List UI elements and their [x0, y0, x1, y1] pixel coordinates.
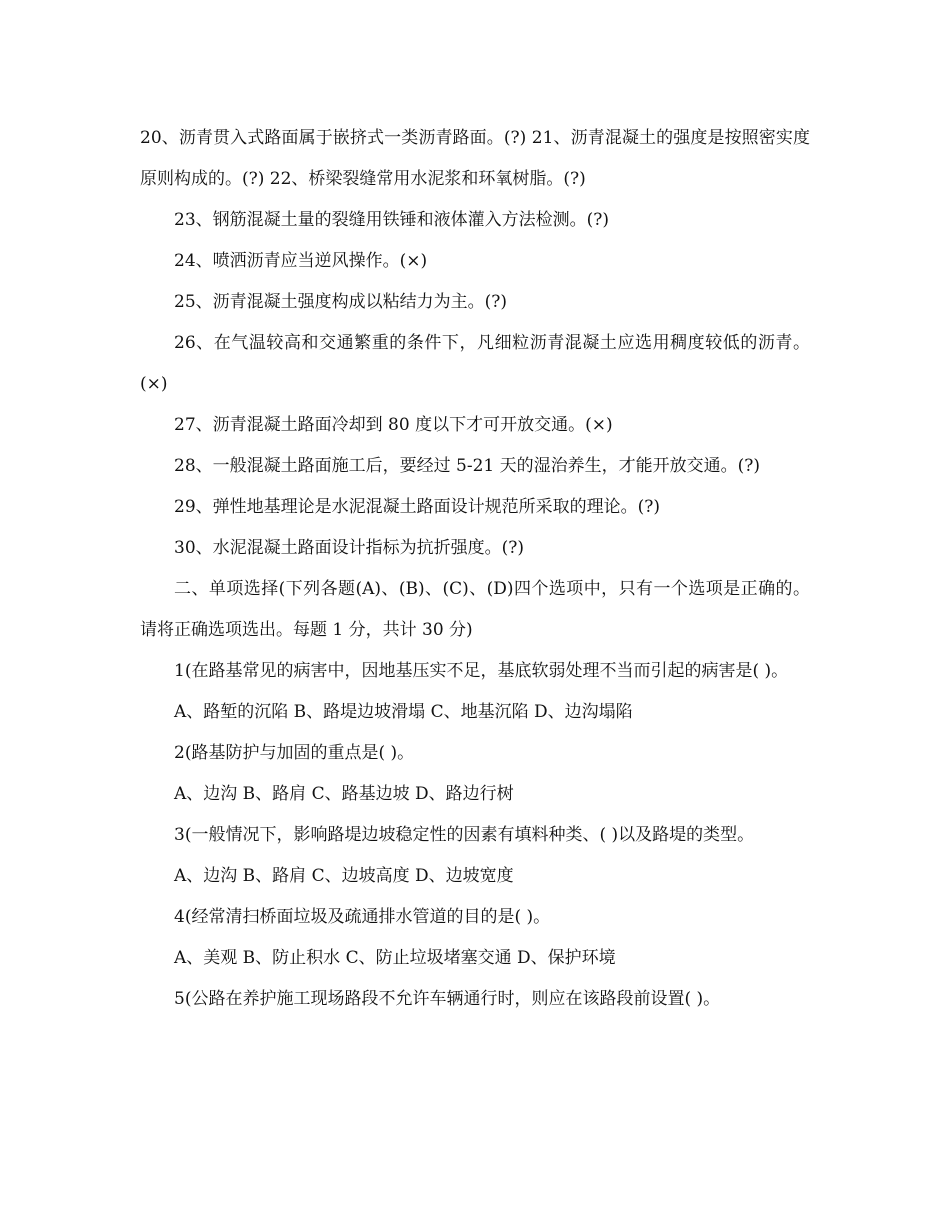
document-body [140, 118, 810, 1020]
question-3-options: A、边沟 B、路肩 C、边坡高度 D、边坡宽度 [174, 866, 514, 886]
question-2: 2(路基防护与加固的重点是( )。 [174, 743, 415, 763]
paragraph-q30: 30、水泥混凝土路面设计指标为抗折强度。(?) [174, 538, 525, 558]
paragraph-q24: 24、喷洒沥青应当逆风操作。(×) [174, 251, 428, 271]
question-2-options: A、边沟 B、路肩 C、路基边坡 D、路边行树 [174, 784, 514, 804]
paragraph-q26: 26、在气温较高和交通繁重的条件下，凡细粒沥青混凝土应选用稠度较低的沥青。(×) [140, 333, 810, 394]
question-1: 1(在路基常见的病害中，因地基压实不足，基底软弱处理不当而引起的病害是( )。 [174, 661, 789, 681]
paragraph-q27: 27、沥青混凝土路面冷却到 80 度以下才可开放交通。(×) [174, 415, 613, 435]
question-1-options: A、路堑的沉陷 B、路堤边坡滑塌 C、地基沉陷 D、边沟塌陷 [174, 702, 633, 722]
paragraph-q25: 25、沥青混凝土强度构成以粘结力为主。(?) [174, 292, 508, 312]
paragraph-q20-22: 20、沥青贯入式路面属于嵌挤式一类沥青路面。(?) 21、沥青混凝土的强度是按照密实度原则构成的。(?) 22、桥梁裂缝常用水泥浆和环氧树脂。(?) [140, 128, 810, 189]
paragraph-q29: 29、弹性地基理论是水泥混凝土路面设计规范所采取的理论。(?) [174, 497, 661, 517]
section-heading-single-choice: 二、单项选择(下列各题(A)、(B)、(C)、(D)四个选项中，只有一个选项是正确的。请将正确选项选出。每题 1 分，共计 30 分) [140, 579, 810, 640]
question-4-options: A、美观 B、防止积水 C、防止垃圾堵塞交通 D、保护环境 [174, 948, 616, 968]
paragraph-q23: 23、钢筋混凝土量的裂缝用铁锤和液体灌入方法检测。(?) [174, 210, 610, 230]
paragraph-q28: 28、一般混凝土路面施工后，要经过 5-21 天的湿治养生，才能开放交通。(?) [174, 456, 761, 476]
question-5: 5(公路在养护施工现场路段不允许车辆通行时，则应在该路段前设置( )。 [174, 989, 721, 1009]
question-3: 3(一般情况下，影响路堤边坡稳定性的因素有填料种类、( )以及路堤的类型。 [174, 825, 755, 845]
question-4: 4(经常清扫桥面垃圾及疏通排水管道的目的是( )。 [174, 907, 551, 927]
